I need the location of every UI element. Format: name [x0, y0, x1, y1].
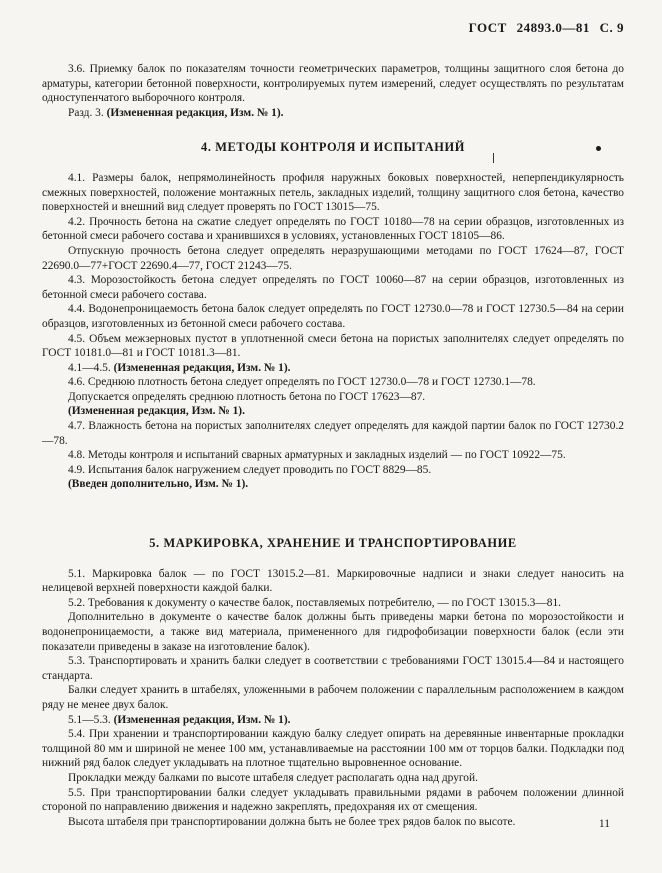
note-5-1-5-3-text: (Измененная редакция, Изм. № 1).: [113, 713, 291, 726]
paragraph-5-3b: Балки следует хранить в штабелях, уложенными в рабочем положении с параллельным расположением в каждом ряду не менее двух балок.: [42, 684, 624, 711]
page-number: 11: [598, 818, 610, 830]
note-4-1-4-5: [42, 361, 624, 376]
paragraph-5-4b: Прокладки между балками по высоте штабеля следует располагать одна над другой.: [68, 771, 478, 784]
razd3-prefix: Разд. 3.: [68, 106, 104, 119]
page-header: [463, 20, 624, 36]
header-number: 24893.0—81: [516, 20, 590, 35]
paragraph-5-5: 5.5. При транспортировании балки следует укладывать правильными рядами в рабочем положении длинной стороной по направлению движения и надежно закреплять, предохраняя их от смещения.: [42, 786, 624, 814]
paragraph-4-4: 4.4. Водонепроницаемость бетона балок следует определять по ГОСТ 12730.0—78 и ГОСТ 12730.5—84 на серии образцов, изготовленных из бетонной смеси рабочего состава.: [42, 303, 624, 330]
paragraph-4-6b: Допускается определять среднюю плотность бетона по ГОСТ 17623—87.: [68, 390, 426, 403]
header-page: С. 9: [599, 20, 624, 35]
section-4-title: 4. МЕТОДЫ КОНТРОЛЯ И ИСПЫТАНИЙ: [201, 140, 465, 155]
paragraph-4-8: 4.8. Методы контроля и испытаний сварных арматурных и закладных изделий — по ГОСТ 10922—75.: [68, 449, 566, 462]
paragraph-5-4: 5.4. При хранении и транспортировании каждую балку следует опирать на деревянные инвентарные прокладки толщиной 80 мм и шириной не менее 100 мм, устанавливаемые на расстоянии 100 мм от торцов балки. Подкладки под нижний ряд балок следует укладывать на плотное тщательно выровненное основание.: [42, 728, 624, 770]
paragraph-5-5b: Высота штабеля при транспортировании должна быть не более трех рядов балок по высоте.: [68, 815, 516, 828]
paragraph-4-2b: Отпускную прочность бетона следует определять неразрушающими методами по ГОСТ 17624—87, ГОСТ 22690.0—77+ГОСТ 22690.4—77, ГОСТ 21243—75.: [42, 244, 624, 272]
paragraph-4-7: 4.7. Влажность бетона на пористых заполнителях следует определять для каждой партии балок по ГОСТ 12730.2—78.: [42, 420, 624, 447]
note-4-1-4-5-text: (Измененная редакция, Изм. № 1).: [113, 361, 291, 374]
paragraph-5-2: 5.2. Требования к документу о качестве балок, поставляемых потребителю, — по ГОСТ 13015.3—81.: [68, 596, 561, 609]
paragraph-5-1: 5.1. Маркировка балок — по ГОСТ 13015.2—81. Маркировочные надписи и знаки следует наносить на нелицевой верхней поверхности каждой балки.: [42, 567, 624, 595]
paragraph-3-6: 3.6. Приемку балок по показателям точности геометрических параметров, толщины защитного слоя бетона до арматуры, категории бетонной поверхности, контролируемых путем измерений, следует осуществлять по результатам одноступенчатого выборочного контроля.: [42, 63, 624, 105]
paragraph-4-6: 4.6. Среднюю плотность бетона следует определять по ГОСТ 12730.0—78 и ГОСТ 12730.1—78.: [68, 376, 536, 389]
paragraph-5-2b: Дополнительно в документе о качестве балок должны быть приведены марки бетона по морозостойкости и водонепроницаемости, а также вид материала, примененного для гидрофобизации поверхности балок (если эти показатели приведены в заказе на изготовление балок).: [42, 611, 624, 653]
paragraph-5-3: 5.3. Транспортировать и хранить балки следует в соответствии с требованиями ГОСТ 13015.4—84 и настоящего стандарта.: [42, 655, 624, 682]
note-4-1-4-5-prefix: 4.1—4.5.: [68, 361, 111, 374]
paragraph-4-9: 4.9. Испытания балок нагружением следует проводить по ГОСТ 8829—85.: [68, 463, 432, 476]
paragraph-4-1: 4.1. Размеры балок, непрямолинейность профиля наружных боковых поверхностей, неперпендикулярность смежных поверхностей, положение монтажных петель, закладных изделий, толщину защитного слоя бетона, качество поверхностей и внешний вид следует проверять по ГОСТ 13015—75.: [42, 171, 624, 214]
paragraph-4-2: 4.2. Прочность бетона на сжатие следует определять по ГОСТ 10180—78 на серии образцов, изготовленных из бетонной смеси рабочего состава и хранившихся в условиях, установленных ГОСТ 18105—86.: [42, 215, 624, 243]
paragraph-4-3: 4.3. Морозостойкость бетона следует определять по ГОСТ 10060—87 на серии образцов, изготовленных из бетонной смеси рабочего состава.: [42, 274, 624, 301]
header-standard: ГОСТ: [468, 20, 507, 35]
note-5-1-5-3: [42, 713, 624, 728]
section-5-title: 5. МАРКИРОВКА, ХРАНЕНИЕ И ТРАНСПОРТИРОВАНИЕ: [149, 536, 517, 551]
razd3-note-text: (Измененная редакция, Изм. № 1).: [106, 106, 284, 119]
note-4-9: (Введен дополнительно, Изм. № 1).: [68, 478, 249, 491]
page-body: [42, 62, 624, 829]
paragraph-4-5: 4.5. Объем межзерновых пустот в уплотненной смеси бетона на пористых заполнителях следует определять по ГОСТ 10181.0—81 и ГОСТ 10181.3—81.: [42, 332, 624, 360]
razd3-note: [42, 106, 624, 121]
note-5-1-5-3-prefix: 5.1—5.3.: [68, 713, 111, 726]
note-4-6: (Измененная редакция, Изм. № 1).: [68, 405, 245, 418]
